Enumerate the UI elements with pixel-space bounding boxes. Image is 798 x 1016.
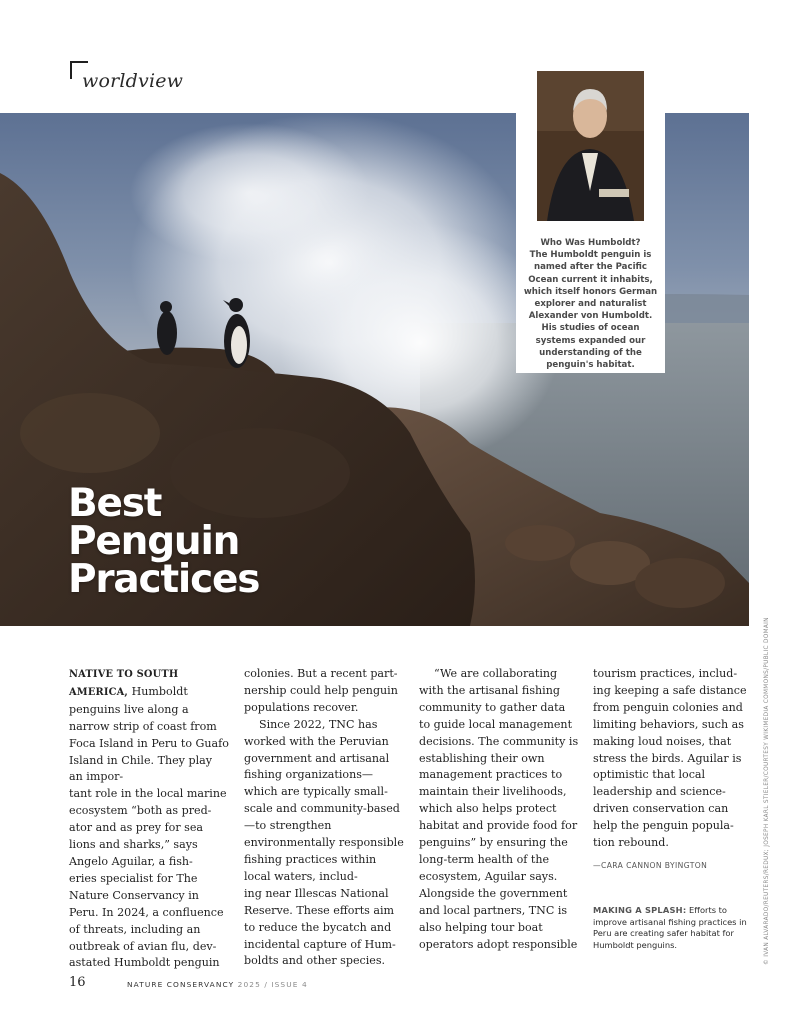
photo-caption <box>593 905 749 951</box>
photo-caption-head: MAKING A SPLASH: <box>593 905 687 915</box>
inset-caption-body: The Humboldt penguin is named after the Pacific Ocean current it inhabits, which itself honors German explorer and naturalist Alexander von Humboldt. His studies of ocean systems expanded our understanding of the penguin's habitat. <box>523 250 658 371</box>
page-number: 16 <box>69 975 86 990</box>
article-paragraph: Since 2022, TNC has worked with the Peruvian government and artisanal fishing organizations—which are typically small-scale and community-based—to strengthen environmentally responsible fishing practices within local waters, includ- ing near Illescas National Reserve. These efforts aim to reduce the bycatch and incidental capture of Hum- boldts and other species. <box>244 717 404 968</box>
article-title <box>68 481 260 602</box>
inset-caption-title: Who Was Humboldt? <box>540 238 641 248</box>
article-column-1 <box>69 666 229 972</box>
photo-caption-body: Efforts to improve artisanal fishing practices in Peru are creating safer habitat for Humboldt penguins. <box>593 905 747 950</box>
article-paragraph: tourism practices, includ- ing keeping a safe distance from penguin colonies and limiting behaviors, such as making loud noises, that stress the birds. Aguilar is optimistic that local leadership and science- driven conservation can help the penguin popula- tion rebound. <box>593 667 747 850</box>
humboldt-inset <box>516 59 665 373</box>
inset-caption <box>522 237 659 371</box>
title-line: Practices <box>68 557 260 602</box>
title-line: Best <box>68 481 162 526</box>
folio <box>127 980 308 989</box>
section-label: worldview <box>82 70 184 92</box>
lead-in: NATIVE TO SOUTH AMERICA, <box>69 669 179 698</box>
issue-label: 2025 / ISSUE 4 <box>237 980 308 989</box>
article-paragraph <box>69 666 229 972</box>
col1-text: Humboldt penguins live along a narrow strip of coast from Foca Island in Peru to Guafo Island in Chile. They play an impor- tant role in the local marine ecosystem “both as pred- ator and as prey for sea lions and sharks,” says Angelo Aguilar, a fish- eries specialist for The Nature Conservancy in Peru. In 2024, a confluence of threats, including an outbreak of avian flu, dev- astated Humboldt penguin <box>69 684 229 970</box>
title-line: Penguin <box>68 519 240 564</box>
article-paragraph: “We are collaborating with the artisanal fishing community to gather data to guide local management decisions. The community is establishing their own management practices to maintain their livelihoods, which also helps protect habitat and provide food for penguins” by ensuring the long-term health of the ecosystem, Aguilar says. Alongside the government and local partners, TNC is also helping tour boat operators adopt responsible <box>419 667 579 951</box>
byline: —CARA CANNON BYINGTON <box>593 860 708 870</box>
article-column-2 <box>244 666 404 970</box>
humboldt-portrait <box>537 71 644 221</box>
photo-credit: © IVAN ALVARADO/REUTERS/REDUX; JOSEPH KARL STIELER/COURTESY WIKIMEDIA COMMONS/PUBLIC DOMAIN <box>764 617 770 965</box>
article-column-3 <box>419 666 579 953</box>
article-column-4 <box>593 666 749 875</box>
magazine-name: NATURE CONSERVANCY <box>127 980 235 989</box>
article-paragraph: colonies. But a recent part- nership could help penguin populations recover. <box>244 667 398 714</box>
